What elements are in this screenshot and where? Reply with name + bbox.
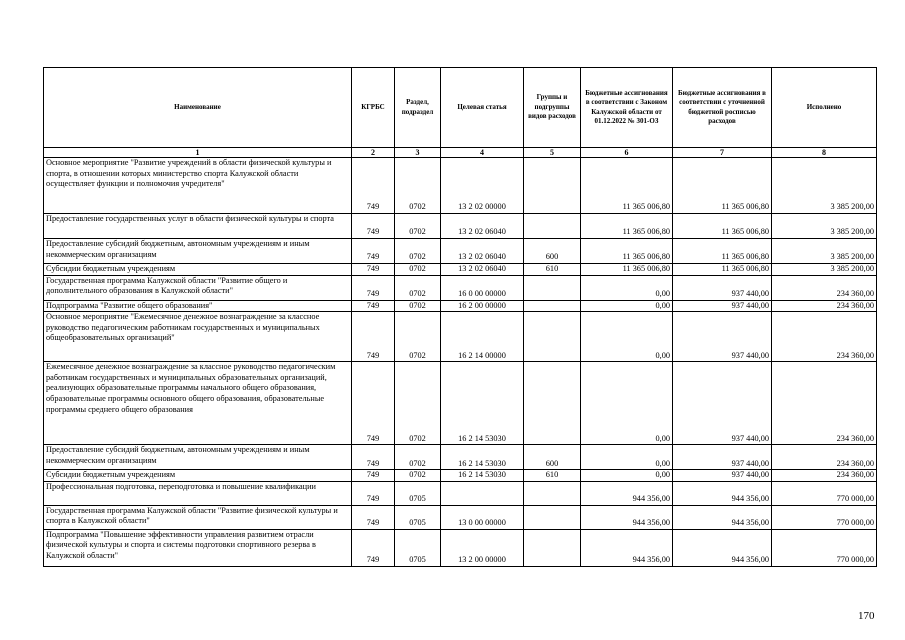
cell-executed-amount: 770 000,00 [772,529,877,566]
cell-law-amount: 0,00 [581,362,673,445]
cell-law-amount: 944 356,00 [581,505,673,529]
cell-executed-amount: 234 360,00 [772,312,877,362]
cell-group [524,158,581,214]
cell-kgrbs: 749 [352,214,395,239]
cell-group [524,529,581,566]
cell-executed-amount: 3 385 200,00 [772,158,877,214]
cell-section: 0702 [395,275,441,300]
cell-executed-amount: 3 385 200,00 [772,239,877,264]
cell-target: 13 2 02 00000 [441,158,524,214]
header-refined: Бюджетные ассигнования в соответствии с уточненной бюджетной росписью расходов [673,68,772,148]
cell-name: Субсидии бюджетным учреждениям [44,470,352,482]
cell-section: 0702 [395,239,441,264]
cell-kgrbs: 749 [352,300,395,312]
cell-executed-amount: 770 000,00 [772,505,877,529]
cell-group: 610 [524,264,581,276]
cell-name: Предоставление субсидий бюджетным, автономным учреждениям и иным некоммерческим организациям [44,445,352,470]
header-groups: Группы и подгруппы видов расходов [524,68,581,148]
cell-group [524,481,581,505]
cell-kgrbs: 749 [352,481,395,505]
cell-name: Государственная программа Калужской области "Развитие физической культуры и спорта в Калужской области" [44,505,352,529]
cell-executed-amount: 3 385 200,00 [772,264,877,276]
cell-refined-amount: 11 365 006,80 [673,239,772,264]
header-section: Раздел, подраздел [395,68,441,148]
cell-refined-amount: 944 356,00 [673,505,772,529]
table-row [44,300,877,312]
cell-target: 16 2 14 53030 [441,445,524,470]
table-row [44,275,877,300]
cell-section: 0702 [395,300,441,312]
cell-kgrbs: 749 [352,264,395,276]
table-row [44,214,877,239]
cell-target: 13 2 02 06040 [441,214,524,239]
cell-group: 600 [524,239,581,264]
page-number: 170 [858,610,875,622]
cell-refined-amount: 937 440,00 [673,300,772,312]
cell-kgrbs: 749 [352,445,395,470]
cell-refined-amount: 944 356,00 [673,529,772,566]
cell-kgrbs: 749 [352,275,395,300]
cell-name: Государственная программа Калужской области "Развитие общего и дополнительного образования в Калужской области" [44,275,352,300]
cell-refined-amount: 937 440,00 [673,362,772,445]
cell-group [524,312,581,362]
table-row [44,312,877,362]
cell-refined-amount: 937 440,00 [673,275,772,300]
column-number: 5 [524,148,581,158]
cell-group: 600 [524,445,581,470]
cell-group [524,275,581,300]
column-number-row [44,148,877,158]
cell-section: 0702 [395,470,441,482]
cell-target [441,481,524,505]
column-number: 4 [441,148,524,158]
cell-group [524,505,581,529]
cell-target: 16 0 00 00000 [441,275,524,300]
cell-group [524,362,581,445]
cell-kgrbs: 749 [352,158,395,214]
cell-executed-amount: 234 360,00 [772,362,877,445]
cell-refined-amount: 11 365 006,80 [673,158,772,214]
cell-section: 0702 [395,158,441,214]
table-row [44,505,877,529]
cell-target: 13 2 02 06040 [441,264,524,276]
cell-name: Подпрограмма "Развитие общего образования" [44,300,352,312]
table-row [44,362,877,445]
column-number: 7 [673,148,772,158]
cell-target: 16 2 00 00000 [441,300,524,312]
cell-name: Подпрограмма "Повышение эффективности управления развитием отрасли физической культуры и спорта и системы подготовки спортивного резерва в Калужской области" [44,529,352,566]
cell-refined-amount: 937 440,00 [673,312,772,362]
cell-target: 16 2 14 53030 [441,470,524,482]
cell-law-amount: 11 365 006,80 [581,264,673,276]
cell-group [524,214,581,239]
column-number: 1 [44,148,352,158]
cell-group [524,300,581,312]
cell-name: Профессиональная подготовка, переподготовка и повышение квалификации [44,481,352,505]
column-number: 8 [772,148,877,158]
cell-law-amount: 0,00 [581,300,673,312]
column-number: 6 [581,148,673,158]
cell-target: 13 2 00 00000 [441,529,524,566]
cell-section: 0705 [395,529,441,566]
cell-name: Субсидии бюджетным учреждениям [44,264,352,276]
cell-kgrbs: 749 [352,529,395,566]
budget-table [43,67,877,567]
cell-target: 13 0 00 00000 [441,505,524,529]
cell-name: Ежемесячное денежное вознаграждение за классное руководство педагогическим работникам государственных и муниципальных образовательных организаций, реализующих образовательные программы начального общего образования, образовательные программы основного общего образования, образовательные программы среднего общего образования [44,362,352,445]
cell-executed-amount: 234 360,00 [772,275,877,300]
header-target: Целевая статья [441,68,524,148]
cell-target: 16 2 14 00000 [441,312,524,362]
cell-section: 0705 [395,505,441,529]
cell-kgrbs: 749 [352,470,395,482]
cell-law-amount: 0,00 [581,275,673,300]
column-number: 2 [352,148,395,158]
cell-target: 16 2 14 53030 [441,362,524,445]
header-law: Бюджетные ассигнования в соответствии с Законом Калужской области от 01.12.2022 № 301-ОЗ [581,68,673,148]
table-row [44,158,877,214]
cell-refined-amount: 937 440,00 [673,470,772,482]
table-row [44,481,877,505]
cell-section: 0705 [395,481,441,505]
cell-name: Предоставление субсидий бюджетным, автономным учреждениям и иным некоммерческим организациям [44,239,352,264]
cell-refined-amount: 11 365 006,80 [673,214,772,239]
cell-section: 0702 [395,214,441,239]
cell-section: 0702 [395,264,441,276]
cell-refined-amount: 937 440,00 [673,445,772,470]
cell-law-amount: 0,00 [581,312,673,362]
cell-executed-amount: 770 000,00 [772,481,877,505]
cell-executed-amount: 234 360,00 [772,300,877,312]
header-name: Наименование [44,68,352,148]
cell-law-amount: 944 356,00 [581,481,673,505]
table-row [44,470,877,482]
cell-law-amount: 11 365 006,80 [581,239,673,264]
cell-kgrbs: 749 [352,505,395,529]
cell-section: 0702 [395,445,441,470]
table-body [44,158,877,567]
table-row [44,264,877,276]
cell-kgrbs: 749 [352,312,395,362]
cell-kgrbs: 749 [352,362,395,445]
cell-name: Основное мероприятие "Ежемесячное денежное вознаграждение за классное руководство педагогическим работникам государственных и муниципальных общеобразовательных организаций" [44,312,352,362]
header-executed: Исполнено [772,68,877,148]
cell-target: 13 2 02 06040 [441,239,524,264]
cell-executed-amount: 3 385 200,00 [772,214,877,239]
cell-section: 0702 [395,312,441,362]
cell-executed-amount: 234 360,00 [772,445,877,470]
cell-name: Предоставление государственных услуг в области физической культуры и спорта [44,214,352,239]
cell-section: 0702 [395,362,441,445]
table-row [44,445,877,470]
cell-law-amount: 944 356,00 [581,529,673,566]
cell-law-amount: 0,00 [581,445,673,470]
header-kgrbs: КГРБС [352,68,395,148]
cell-law-amount: 0,00 [581,470,673,482]
table-row [44,239,877,264]
table-header-row [44,68,877,148]
cell-law-amount: 11 365 006,80 [581,214,673,239]
cell-group: 610 [524,470,581,482]
cell-kgrbs: 749 [352,239,395,264]
column-number: 3 [395,148,441,158]
cell-refined-amount: 11 365 006,80 [673,264,772,276]
cell-executed-amount: 234 360,00 [772,470,877,482]
cell-name: Основное мероприятие "Развитие учреждений в области физической культуры и спорта, в отношении которых министерство спорта Калужской области осуществляет функции и полномочия учредителя" [44,158,352,214]
cell-refined-amount: 944 356,00 [673,481,772,505]
table-row [44,529,877,566]
cell-law-amount: 11 365 006,80 [581,158,673,214]
